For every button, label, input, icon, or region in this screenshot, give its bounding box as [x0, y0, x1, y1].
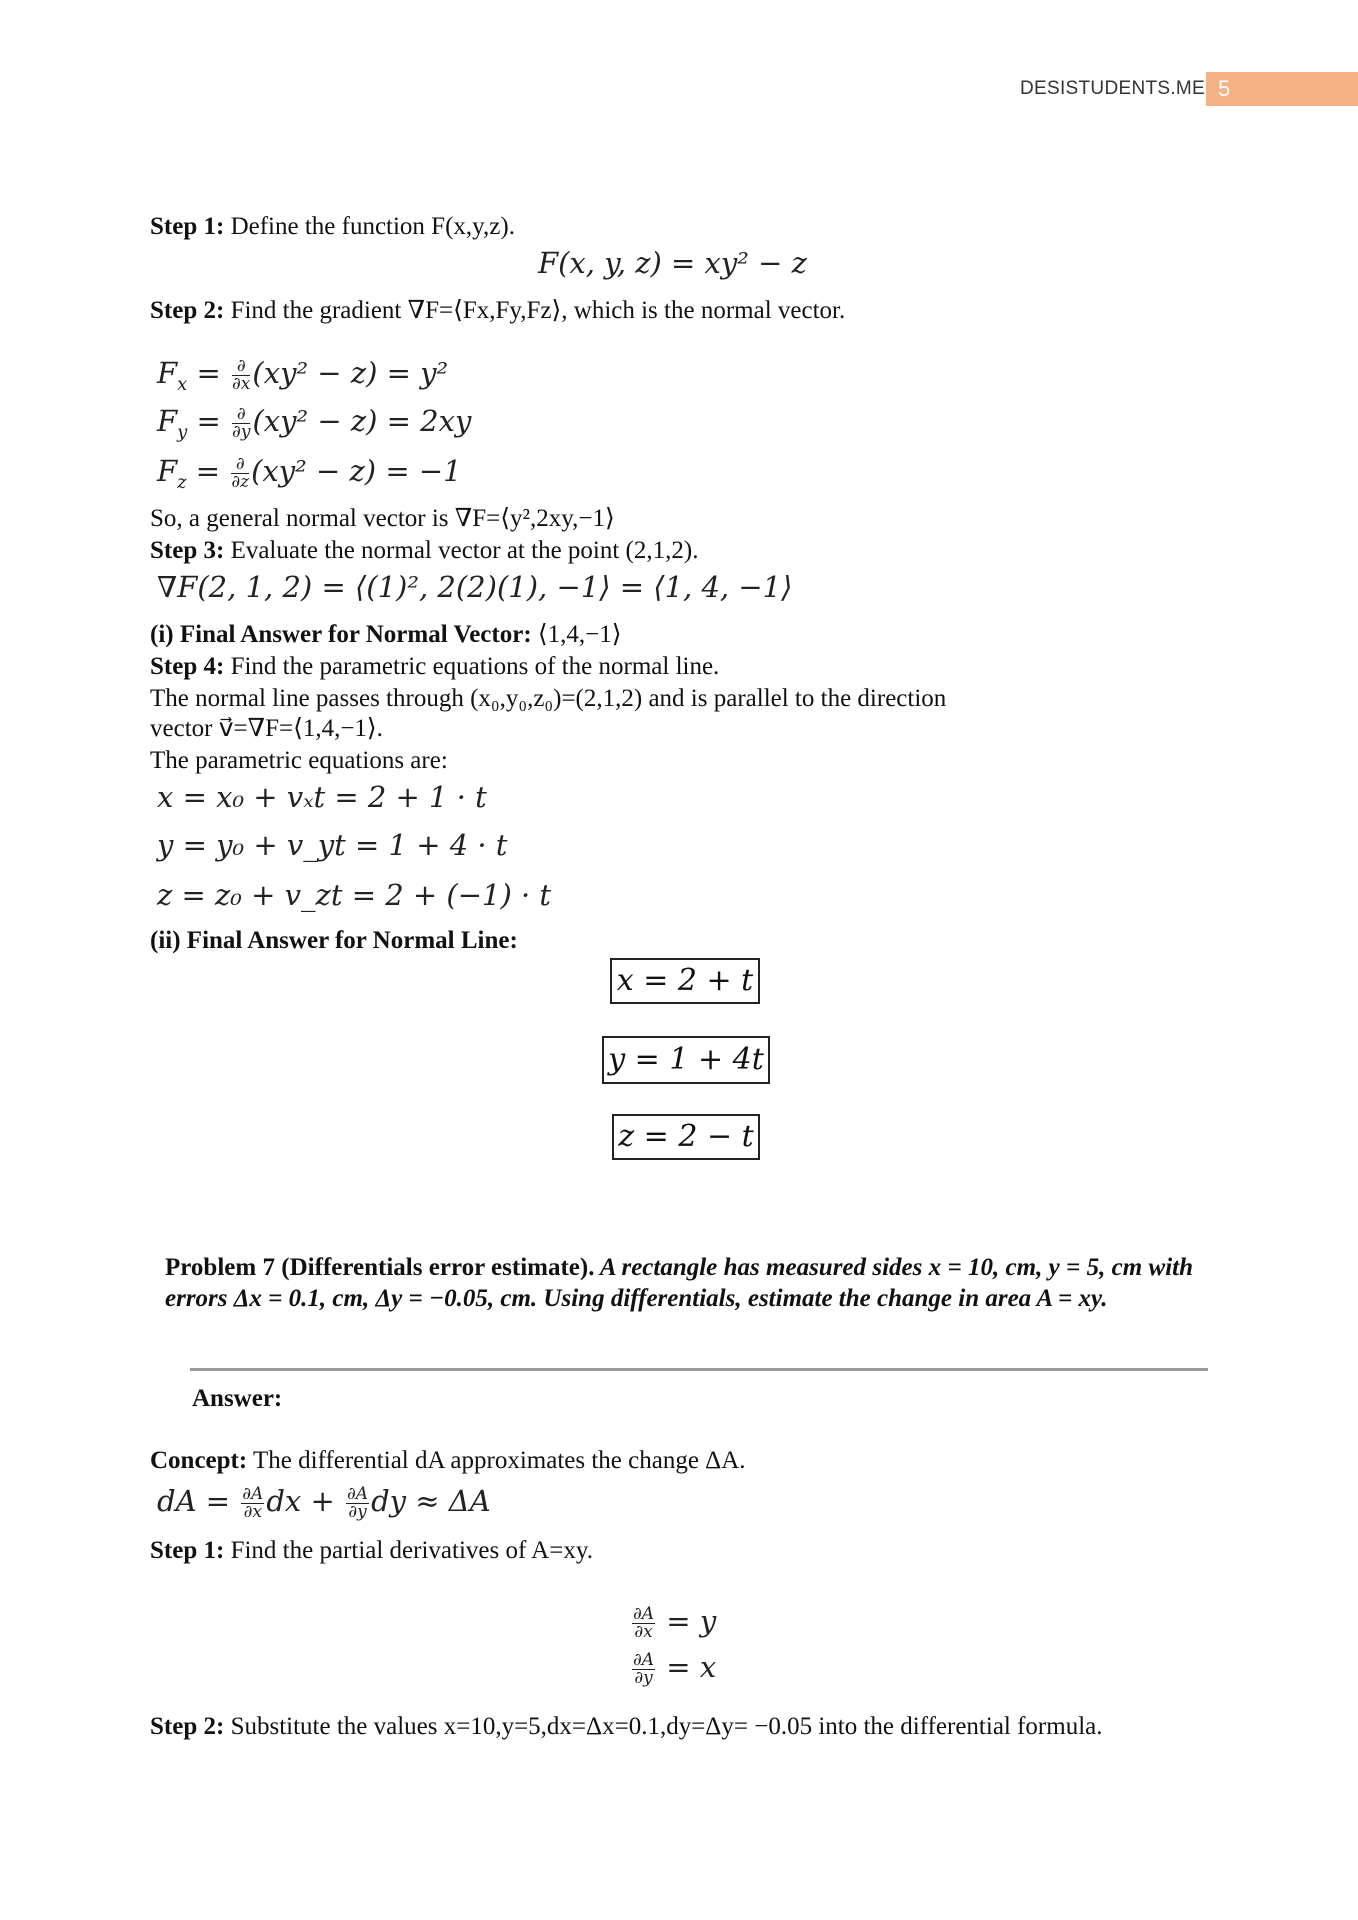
parametric-y: y = y₀ + v_yt = 1 + 4 · t: [157, 828, 508, 862]
final-normal-label: (i) Final Answer for Normal Vector:: [150, 621, 532, 648]
step1-area-label: Step 1:: [150, 1537, 225, 1564]
gradient-evaluation: ∇F(2, 1, 2) = ⟨(1)², 2(2)(1), −1⟩ = ⟨1, 4, −1⟩: [157, 570, 793, 604]
step4-label: Step 4:: [150, 653, 225, 680]
step1-area-line: [150, 1536, 593, 1566]
header-site-name: DESISTUDENTS.ME: [1020, 78, 1206, 99]
partial-fz: $F_z$ = $\frac{\partial}{\partial z}$ (xy² − z) = −1: [157, 453, 462, 493]
step2-area-text: Substitute the values x=10,y=5,dx=Δx=0.1,dy=Δy= −0.05 into the differential formula.: [224, 1713, 1103, 1740]
partial-fy: $F_y$ = $\frac{\partial}{\partial y}$ (xy² − z) = 2xy: [157, 403, 472, 443]
concept-label: Concept:: [150, 1447, 248, 1474]
step3-text: Evaluate the normal vector at the point (2,1,2).: [224, 537, 699, 564]
final-normal-line: [150, 620, 622, 650]
boxed-z-equation: z = 2 − t: [612, 1114, 760, 1160]
step2-line: [150, 296, 845, 326]
header-page-number: 5: [1206, 72, 1358, 106]
step1-line: [150, 212, 515, 242]
direction-vector-line: vector v⃗=∇F=⟨1,4,−1⟩.: [150, 715, 383, 742]
step2-text: Find the gradient ∇F=⟨Fx,Fy,Fz⟩, which is the normal vector.: [224, 297, 846, 324]
general-normal-line: So, a general normal vector is ∇F=⟨y²,2xy,−1⟩: [150, 505, 615, 532]
final-line-heading: (ii) Final Answer for Normal Line:: [150, 927, 518, 954]
passes-through-line: The normal line passes through (x₀,y₀,z₀)=(2,1,2) and is parallel to the direction: [150, 685, 947, 712]
partial-fx: $F_x$ = $\frac{\partial}{\partial x}$ (xy² − z) = y²: [157, 355, 449, 395]
answer-label: Answer:: [192, 1385, 283, 1412]
step1-area-text: Find the partial derivatives of A=xy.: [224, 1537, 593, 1564]
problem7-body: A rectangle has measured sides x = 10, cm, y = 5, cm with errors Δx = 0.1, cm, Δy = −0.05, cm. Using differentials, estimate the change in area A = xy.: [165, 1254, 1193, 1312]
final-normal-value: ⟨1,4,−1⟩: [531, 621, 622, 648]
step1-text: Define the function F(x,y,z).: [224, 213, 515, 240]
step4-text: Find the parametric equations of the normal line.: [224, 653, 720, 680]
parametric-z: z = z₀ + v_zt = 2 + (−1) · t: [157, 878, 552, 912]
concept-line: [150, 1446, 746, 1476]
step2-area-label: Step 2:: [150, 1713, 225, 1740]
step2-area-line: [150, 1712, 1103, 1742]
differential-equation: dA = $\frac{\partial A}{\partial x}$ dx + $\frac{\partial A}{\partial y}$ dy ≈ ΔA: [157, 1483, 491, 1522]
step2-label: Step 2:: [150, 297, 225, 324]
step3-line: [150, 536, 698, 566]
boxed-x-equation: x = 2 + t: [610, 958, 760, 1004]
partial-a-x: $\frac{\partial A}{\partial x}$ = y: [633, 1603, 717, 1642]
problem7-statement: [165, 1252, 1193, 1314]
concept-text: The differential dA approximates the change ΔA.: [247, 1447, 746, 1474]
step3-label: Step 3:: [150, 537, 225, 564]
parametric-x: x = x₀ + vₓt = 2 + 1 · t: [157, 780, 487, 814]
boxed-y-equation: y = 1 + 4t: [602, 1036, 770, 1084]
function-equation: F(x, y, z) = xy² − z: [538, 246, 807, 280]
step1-label: Step 1:: [150, 213, 225, 240]
section-divider: [190, 1368, 1208, 1371]
step4-line: [150, 652, 719, 682]
partial-a-y: $\frac{\partial A}{\partial y}$ = x: [633, 1649, 717, 1688]
problem7-title: Problem 7 (Differentials error estimate).: [165, 1254, 595, 1281]
parametric-intro: The parametric equations are:: [150, 747, 448, 774]
